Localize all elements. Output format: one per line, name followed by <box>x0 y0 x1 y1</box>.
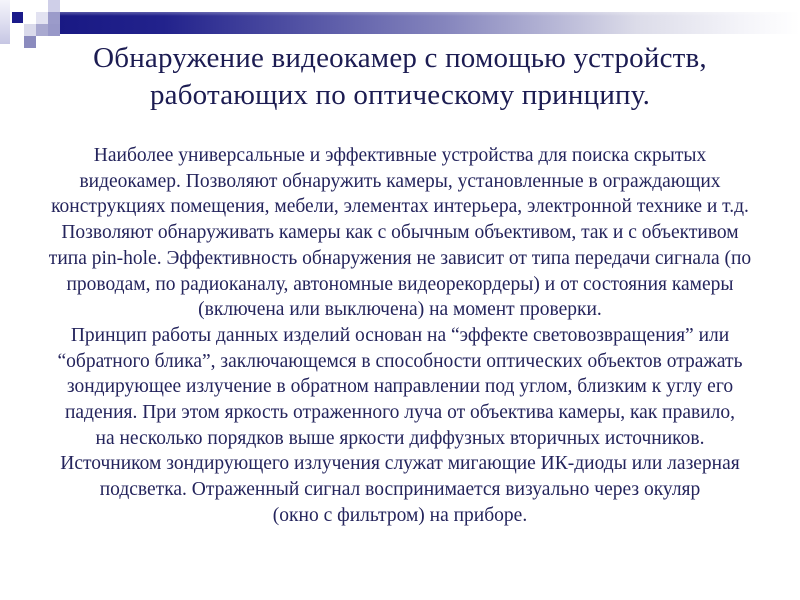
body-line: подсветка. Отраженный сигнал воспринимается визуально через окуляр <box>99 479 701 501</box>
deco-square <box>24 24 36 36</box>
body-line: Наиболее универсальные и эффективные устройства для поиска скрытых <box>93 145 707 166</box>
body-line: типа pin-hole. Эффективность обнаружения не зависит от типа передачи сигнала (по <box>48 247 752 269</box>
deco-square <box>48 12 60 24</box>
body-line: Источником зондирующего излучения служат мигающие ИК-диоды или лазерная <box>60 453 740 475</box>
title-line: Обнаружение видеокамер с помощью устройств, <box>93 42 707 74</box>
body-line: Позволяют обнаруживать камеры как с обычным объективом, так и с объективом <box>61 222 739 244</box>
body-line: на несколько порядков выше яркости диффузных вторичных источников. <box>95 427 705 449</box>
deco-square-navy <box>12 12 23 23</box>
deco-square <box>36 24 48 36</box>
body-line: падения. При этом яркость отраженного луча от объектива камеры, как правило, <box>64 402 736 424</box>
deco-square <box>48 0 60 12</box>
deco-square <box>36 12 48 24</box>
body-line: конструкциях помещения, мебели, элементах интерьера, электронной технике и т.д. <box>51 196 749 218</box>
slide-body-text <box>0 143 800 529</box>
body-line: зондирующее излучение в обратном направлении под углом, близким к углу его <box>66 376 734 398</box>
body-line: (включена или выключена) на момент проверки. <box>198 299 602 321</box>
slide-title <box>0 40 800 114</box>
body-line: “обратного блика”, заключающемся в способности оптических объектов отражать <box>57 350 743 372</box>
body-line: (окно с фильтром) на приборе. <box>272 504 528 526</box>
body-line: проводам, по радиоканалу, автономные видеорекордеры) и от состояния камеры <box>66 273 734 295</box>
body-line: Принцип работы данных изделий основан на “эффекте световозвращения” или <box>70 324 730 346</box>
deco-strip <box>0 0 10 44</box>
deco-square <box>48 24 60 36</box>
title-line: работающих по оптическому принципу. <box>149 79 651 111</box>
header-gradient-bar <box>60 12 800 34</box>
body-line: видеокамер. Позволяют обнаружить камеры, установленные в ограждающих <box>79 170 721 192</box>
